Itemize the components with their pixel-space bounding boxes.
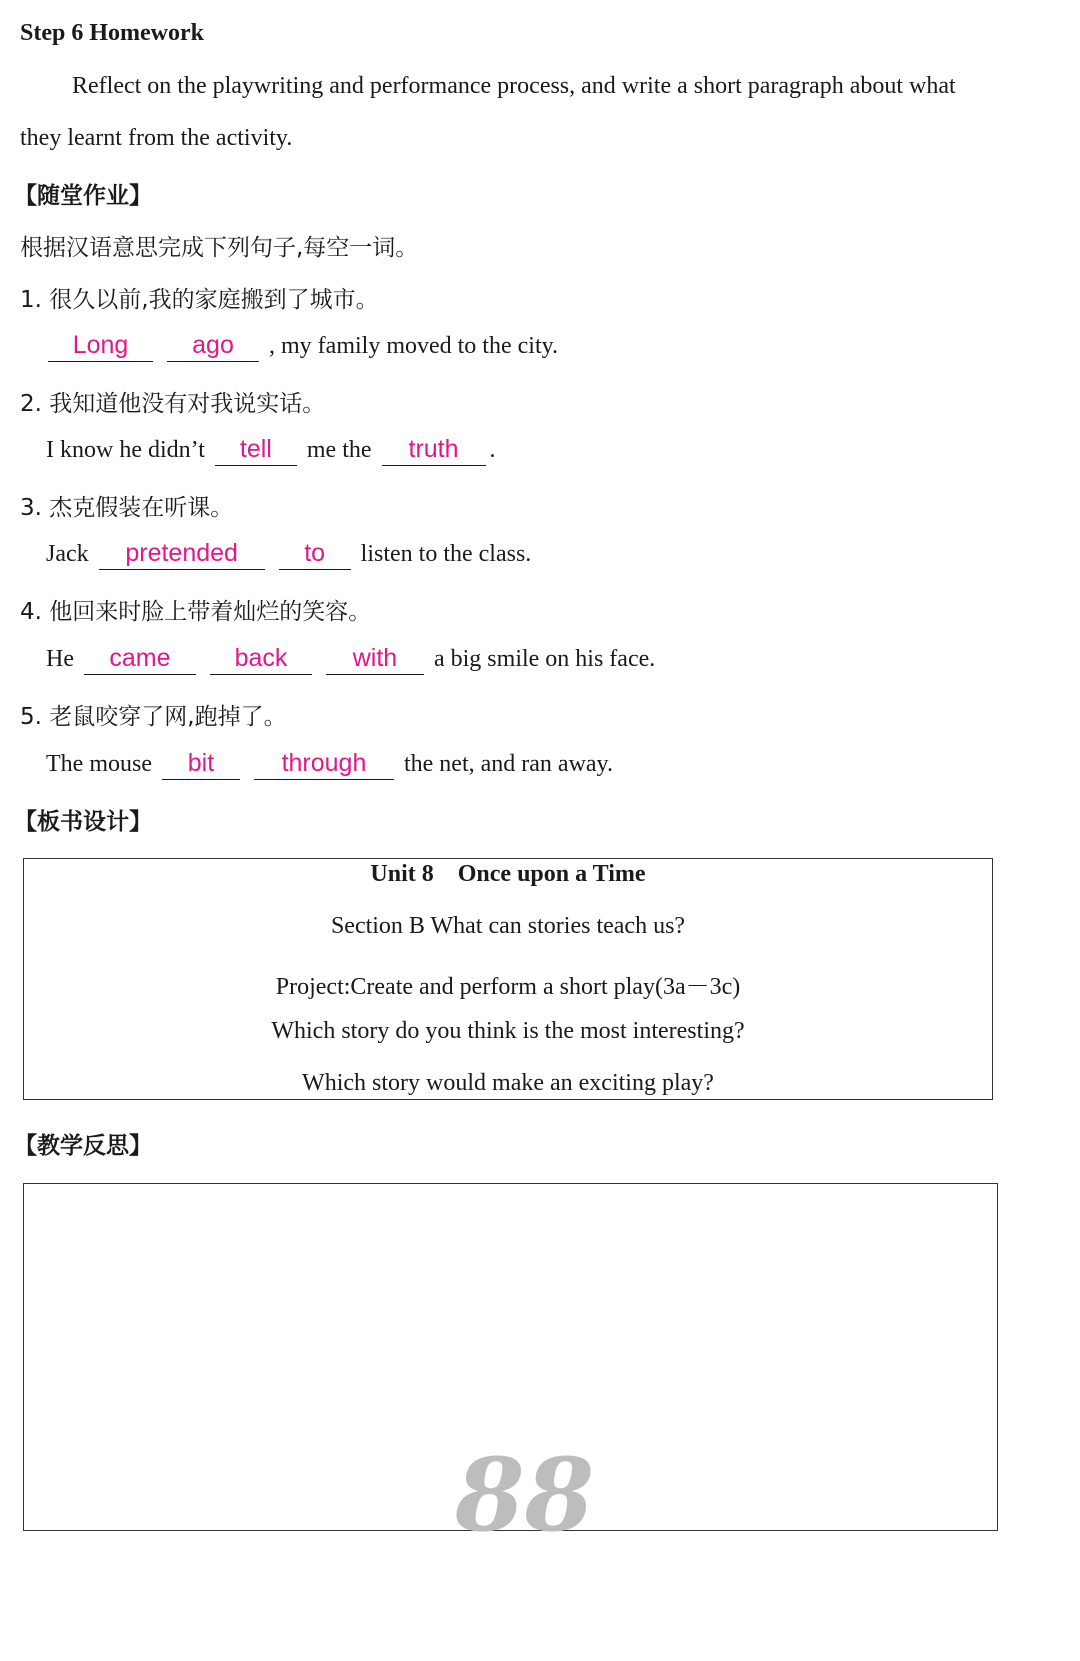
item5-blank2[interactable] xyxy=(254,751,394,780)
item5-chinese: 5. 老鼠咬穿了网,跑掉了。 xyxy=(20,704,287,730)
item1-post: , my family moved to the city. xyxy=(269,333,559,359)
item2-post: . xyxy=(489,437,496,463)
item4-blank3[interactable] xyxy=(326,646,424,675)
item3-answer1: pretended xyxy=(125,539,238,567)
item1-chinese: 1. 很久以前,我的家庭搬到了城市。 xyxy=(20,287,379,313)
item4-post: a big smile on his face. xyxy=(433,646,656,672)
board-line-question2: Which story would make an exciting play? xyxy=(302,1070,714,1096)
item3-post: listen to the class. xyxy=(360,541,532,567)
homework-paragraph-line2: they learnt from the activity. xyxy=(20,125,293,151)
item1-blank2[interactable] xyxy=(167,333,259,362)
board-line-project: Project:Create and perform a short play(3a－3c) xyxy=(275,974,741,1000)
item5-answer1: bit xyxy=(187,749,215,777)
item2-chinese: 2. 我知道他没有对我说实话。 xyxy=(20,391,326,417)
item3-pre: Jack xyxy=(46,541,89,567)
board-design-box xyxy=(23,858,993,1100)
board-line-question1: Which story do you think is the most interesting? xyxy=(271,1018,745,1044)
classwork-heading: 【随堂作业】 xyxy=(14,183,152,209)
item4-answer2: back xyxy=(234,644,288,672)
item1-blank1[interactable] xyxy=(48,333,153,362)
item1-english xyxy=(44,333,558,362)
step-title: Step 6 Homework xyxy=(20,20,204,46)
item4-blank1[interactable] xyxy=(84,646,196,675)
board-unit-label: Unit 8 xyxy=(370,861,434,887)
board-unit-title xyxy=(24,861,992,888)
item5-pre: The mouse xyxy=(46,751,152,777)
item3-blank2[interactable] xyxy=(279,541,351,570)
item2-answer2: truth xyxy=(408,435,459,463)
item4-pre: He xyxy=(46,646,74,672)
page-number: 88 xyxy=(455,1436,595,1554)
item1-answer2: ago xyxy=(192,331,234,359)
item2-pre: I know he didn’t xyxy=(46,437,205,463)
reflection-heading: 【教学反思】 xyxy=(14,1133,152,1159)
item3-blank1[interactable] xyxy=(99,541,265,570)
item5-post: the net, and ran away. xyxy=(403,751,613,777)
board-unit-name: Once upon a Time xyxy=(457,861,646,887)
board-line-section: Section B What can stories teach us? xyxy=(330,913,686,939)
item4-chinese: 4. 他回来时脸上带着灿烂的笑容。 xyxy=(20,599,372,625)
item2-answer1: tell xyxy=(239,435,272,463)
item2-blank2[interactable] xyxy=(382,437,486,466)
item2-blank1[interactable] xyxy=(215,437,297,466)
item3-chinese: 3. 杰克假装在听课。 xyxy=(20,495,234,521)
item3-answer2: to xyxy=(304,539,326,567)
item4-blank2[interactable] xyxy=(210,646,312,675)
item2-mid: me the xyxy=(306,437,372,463)
item4-english xyxy=(46,646,655,675)
item4-answer1: came xyxy=(109,644,171,672)
classwork-instruction: 根据汉语意思完成下列句子,每空一词。 xyxy=(20,235,419,261)
item5-blank1[interactable] xyxy=(162,751,240,780)
item1-answer1: Long xyxy=(72,331,129,359)
board-heading: 【板书设计】 xyxy=(14,809,152,835)
item5-answer2: through xyxy=(281,749,367,777)
item2-english xyxy=(46,437,496,466)
item5-english xyxy=(46,751,613,780)
homework-paragraph-line1: Reflect on the playwriting and performance process, and write a short paragraph about what xyxy=(72,73,956,99)
item4-answer3: with xyxy=(352,644,398,672)
item3-english xyxy=(46,541,531,570)
